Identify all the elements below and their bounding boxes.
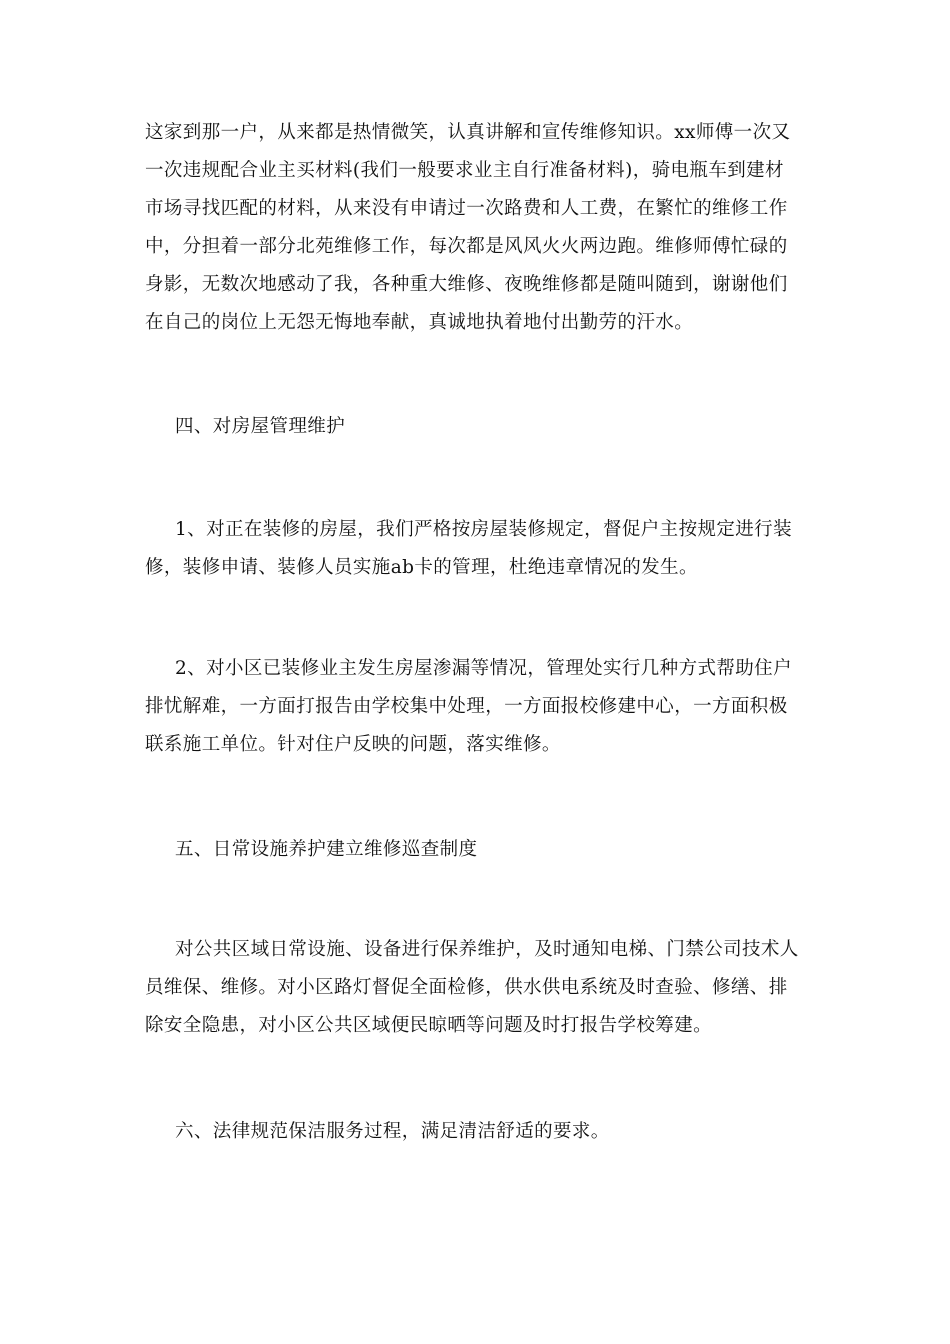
paragraph-line: 1、对正在装修的房屋，我们严格按房屋装修规定，督促户主按规定进行装 <box>175 519 792 540</box>
paragraph-line: 除安全隐患，对小区公共区域便民晾晒等问题及时打报告学校筹建。 <box>145 1015 713 1036</box>
paragraph-line: 员维保、维修。对小区路灯督促全面检修，供水供电系统及时查验、修缮、排 <box>145 977 788 998</box>
section-heading-4 <box>145 408 810 446</box>
section-heading-6 <box>145 1113 810 1151</box>
heading-text: 六、法律规范保洁服务过程，满足清洁舒适的要求。 <box>175 1121 610 1142</box>
paragraph-line: 在自己的岗位上无怨无悔地奉献，真诚地执着地付出勤劳的汗水。 <box>145 312 694 333</box>
paragraph-5 <box>145 931 810 1045</box>
paragraph-4-2 <box>145 650 810 764</box>
paragraph-intro <box>145 114 810 342</box>
paragraph-line: 这家到那一户，从来都是热情微笑，认真讲解和宣传维修知识。xx师傅一次又 <box>145 122 791 143</box>
paragraph-line: 对公共区域日常设施、设备进行保养维护，及时通知电梯、门禁公司技术人 <box>175 939 799 960</box>
paragraph-line: 市场寻找匹配的材料，从来没有申请过一次路费和人工费，在繁忙的维修工作 <box>145 198 788 219</box>
paragraph-4-1 <box>145 511 810 587</box>
heading-text: 四、对房屋管理维护 <box>175 416 346 437</box>
paragraph-line: 修，装修申请、装修人员实施ab卡的管理，杜绝违章情况的发生。 <box>145 557 698 578</box>
paragraph-line: 2、对小区已装修业主发生房屋渗漏等情况，管理处实行几种方式帮助住户 <box>175 658 792 679</box>
paragraph-line: 排忧解难，一方面打报告由学校集中处理，一方面报校修建中心，一方面积极 <box>145 696 788 717</box>
paragraph-line: 联系施工单位。针对住户反映的问题，落实维修。 <box>145 734 561 755</box>
heading-text: 五、日常设施养护建立维修巡查制度 <box>175 839 478 860</box>
paragraph-line: 身影，无数次地感动了我，各种重大维修、夜晚维修都是随叫随到，谢谢他们 <box>145 274 788 295</box>
section-heading-5 <box>145 831 810 869</box>
paragraph-line: 中，分担着一部分北苑维修工作，每次都是风风火火两边跑。维修师傅忙碌的 <box>145 236 788 257</box>
paragraph-line: 一次违规配合业主买材料(我们一般要求业主自行准备材料)，骑电瓶车到建材 <box>145 160 784 181</box>
